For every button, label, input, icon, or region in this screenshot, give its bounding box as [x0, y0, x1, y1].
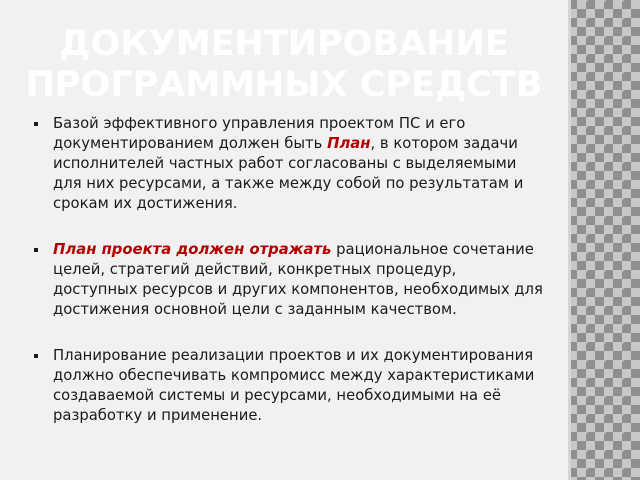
slide-title-line-1: ДОКУМЕНТИРОВАНИЕ	[59, 24, 509, 64]
slide-title-line-2: ПРОГРАММНЫХ СРЕДСТВ	[25, 65, 543, 105]
bullet-item-text-end: рациональное сочетание целей, стратегий действий, конкретных процедур, доступных ресурсов и других компонентов, необходимых для достижения основной цели с заданным качеством.	[53, 241, 543, 318]
highlight-plan-should-reflect-text: План проекта должен отражать	[53, 241, 332, 258]
square-bullet-icon	[34, 354, 38, 358]
square-bullet-icon	[34, 248, 38, 252]
bullet-item-planning-tradeoff	[34, 346, 544, 426]
bullet-item-text-end: , в котором задачи исполнителей частных работ согласованы с выделяемыми для них ресурсами, а также между собой по результатам и срокам их достижения.	[53, 135, 524, 212]
bullet-list	[34, 114, 544, 452]
bullet-item-text: Планирование реализации проектов и их документирования должно обеспечивать компромисс между характеристиками создаваемой системы и ресурсами, необходимыми на её разработку и применение.	[53, 347, 535, 424]
bullet-item-plan-basis	[34, 114, 544, 214]
decorative-diamond-pattern	[568, 0, 640, 480]
highlight-plan-text: План	[327, 135, 371, 152]
slide-title	[10, 24, 558, 106]
bullet-item-plan-contents	[34, 240, 544, 320]
square-bullet-icon	[34, 122, 38, 126]
bullet-item-text-start: Базой эффективного управления проектом ПС и его документированием должен быть	[53, 115, 466, 152]
